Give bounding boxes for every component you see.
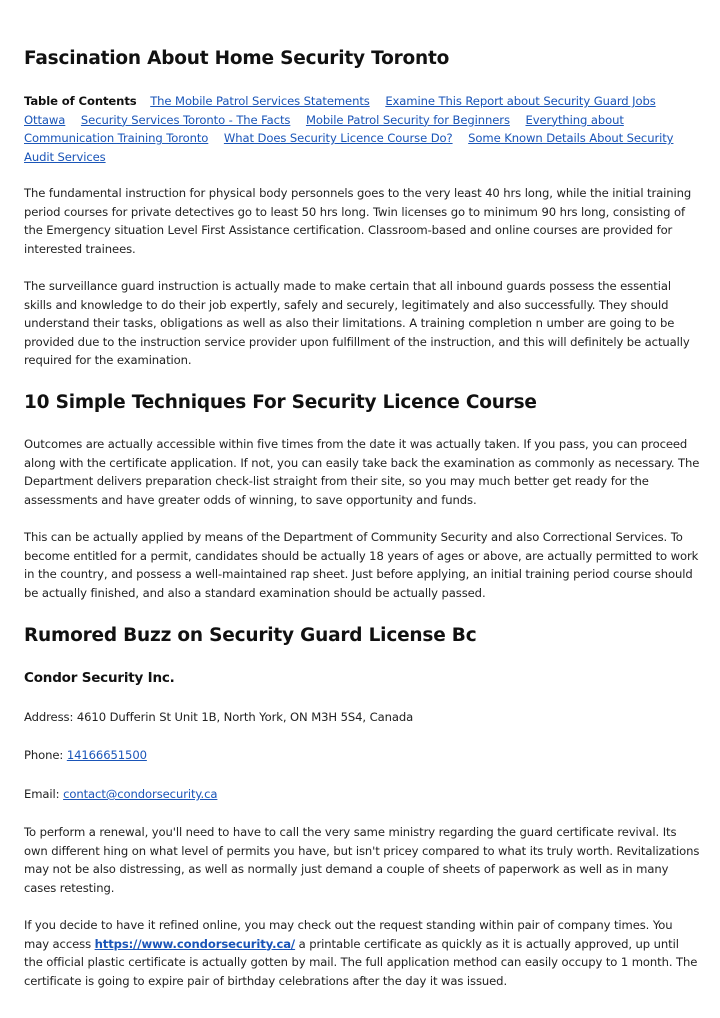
toc-label: Table of Contents — [24, 94, 137, 108]
intro-paragraph-2: The surveillance guard instruction is actually made to make certain that all inbound guards possess the essential skills and knowledge to do their job expertly, safely and securely, legitimately and also successfully. They should understand their tasks, obligations as well as also their limitations. A training completion n umber are going to be provided due to the instruction service provider upon fulfillment of the instruction, and this will definitely be actually required for the examination. — [24, 279, 690, 367]
email-link[interactable]: contact@condorsecurity.ca — [63, 787, 218, 801]
section2-paragraph-1: To perform a renewal, you'll need to have to call the very same ministry regarding the guard certificate revival. Its own different hing on what level of permits you have, but isn't pricey compared to what its truly worth. Revitalizations may not be also distressing, as well as normally just demand a couple of sheets of paperwork as well as in many cases retesting. — [24, 825, 700, 895]
section-heading-guard-license: Rumored Buzz on Security Guard License Bc — [24, 625, 477, 646]
website-link[interactable]: https://www.condorsecurity.ca/ — [94, 936, 296, 951]
section1-paragraph-1: Outcomes are actually accessible within five times from the date it was actually taken. If you pass, you can proceed along with the certificate application. If not, you can easily take back the examination as commonly as necessary. The Department delivers preparation check-list straight from their site, so you may much better get ready for the assessments and have greater odds of winning, to save opportunity and funds. — [24, 437, 700, 507]
company-phone — [24, 746, 700, 765]
address-label: Address: — [24, 710, 74, 724]
company-name: Condor Security Inc. — [24, 670, 175, 686]
address-value: 4610 Dufferin St Unit 1B, North York, ON M3H 5S4, Canada — [76, 710, 414, 724]
company-email — [24, 785, 700, 804]
toc-link[interactable]: Some Known Details About Security Audit Services — [24, 131, 674, 164]
toc-link[interactable]: Security Services Toronto - The Facts — [80, 112, 291, 127]
paragraph-text: a printable certificate as quickly as it is actually approved, up until the official plastic certificate is actually gotten by mail. The full application method can easily occupy to 1 month. The certificate is going to expire pair of birthday celebrations after the day it was issued. — [24, 936, 698, 988]
paragraph-text: If you decide to have it refined online, you may check out the request standing within pair of company times. You may access — [24, 918, 673, 951]
page-title: Fascination About Home Security Toronto — [24, 48, 450, 69]
toc-link[interactable]: Mobile Patrol Security for Beginners — [305, 112, 510, 127]
phone-link[interactable]: 14166651500 — [66, 748, 147, 762]
email-label: Email: — [24, 787, 60, 801]
toc-link[interactable]: The Mobile Patrol Services Statements — [150, 94, 370, 108]
toc-link[interactable]: Examine This Report about Security Guard Jobs Ottawa — [24, 94, 656, 127]
section1-paragraph-2: This can be actually applied by means of the Department of Community Security and also Correctional Services. To become entitled for a permit, candidates should be actually 18 years of ages or above, are actually permitted to work in the country, and possess a well-maintained rap sheet. Just before applying, an initial training period course should be actually finished, and also a standard examination should be actually passed. — [24, 530, 699, 600]
toc-link[interactable]: What Does Security Licence Course Do? — [223, 131, 453, 145]
company-address — [24, 708, 700, 727]
section-heading-licence-course: 10 Simple Techniques For Security Licence Course — [24, 392, 537, 413]
intro-paragraph-1: The fundamental instruction for physical body personnels goes to the very least 40 hrs long, while the initial training period courses for private detectives go to least 50 hrs long. Twin licenses go to minimum 90 hrs long, consisting of the Emergency situation Level First Assistance certification. Classroom-based and online courses are provided for interested trainees. — [24, 186, 692, 256]
phone-label: Phone: — [24, 748, 64, 762]
section2-paragraph-2 — [24, 916, 700, 990]
table-of-contents — [24, 92, 700, 166]
toc-link[interactable]: Everything about Communication Training Toronto — [24, 112, 624, 145]
